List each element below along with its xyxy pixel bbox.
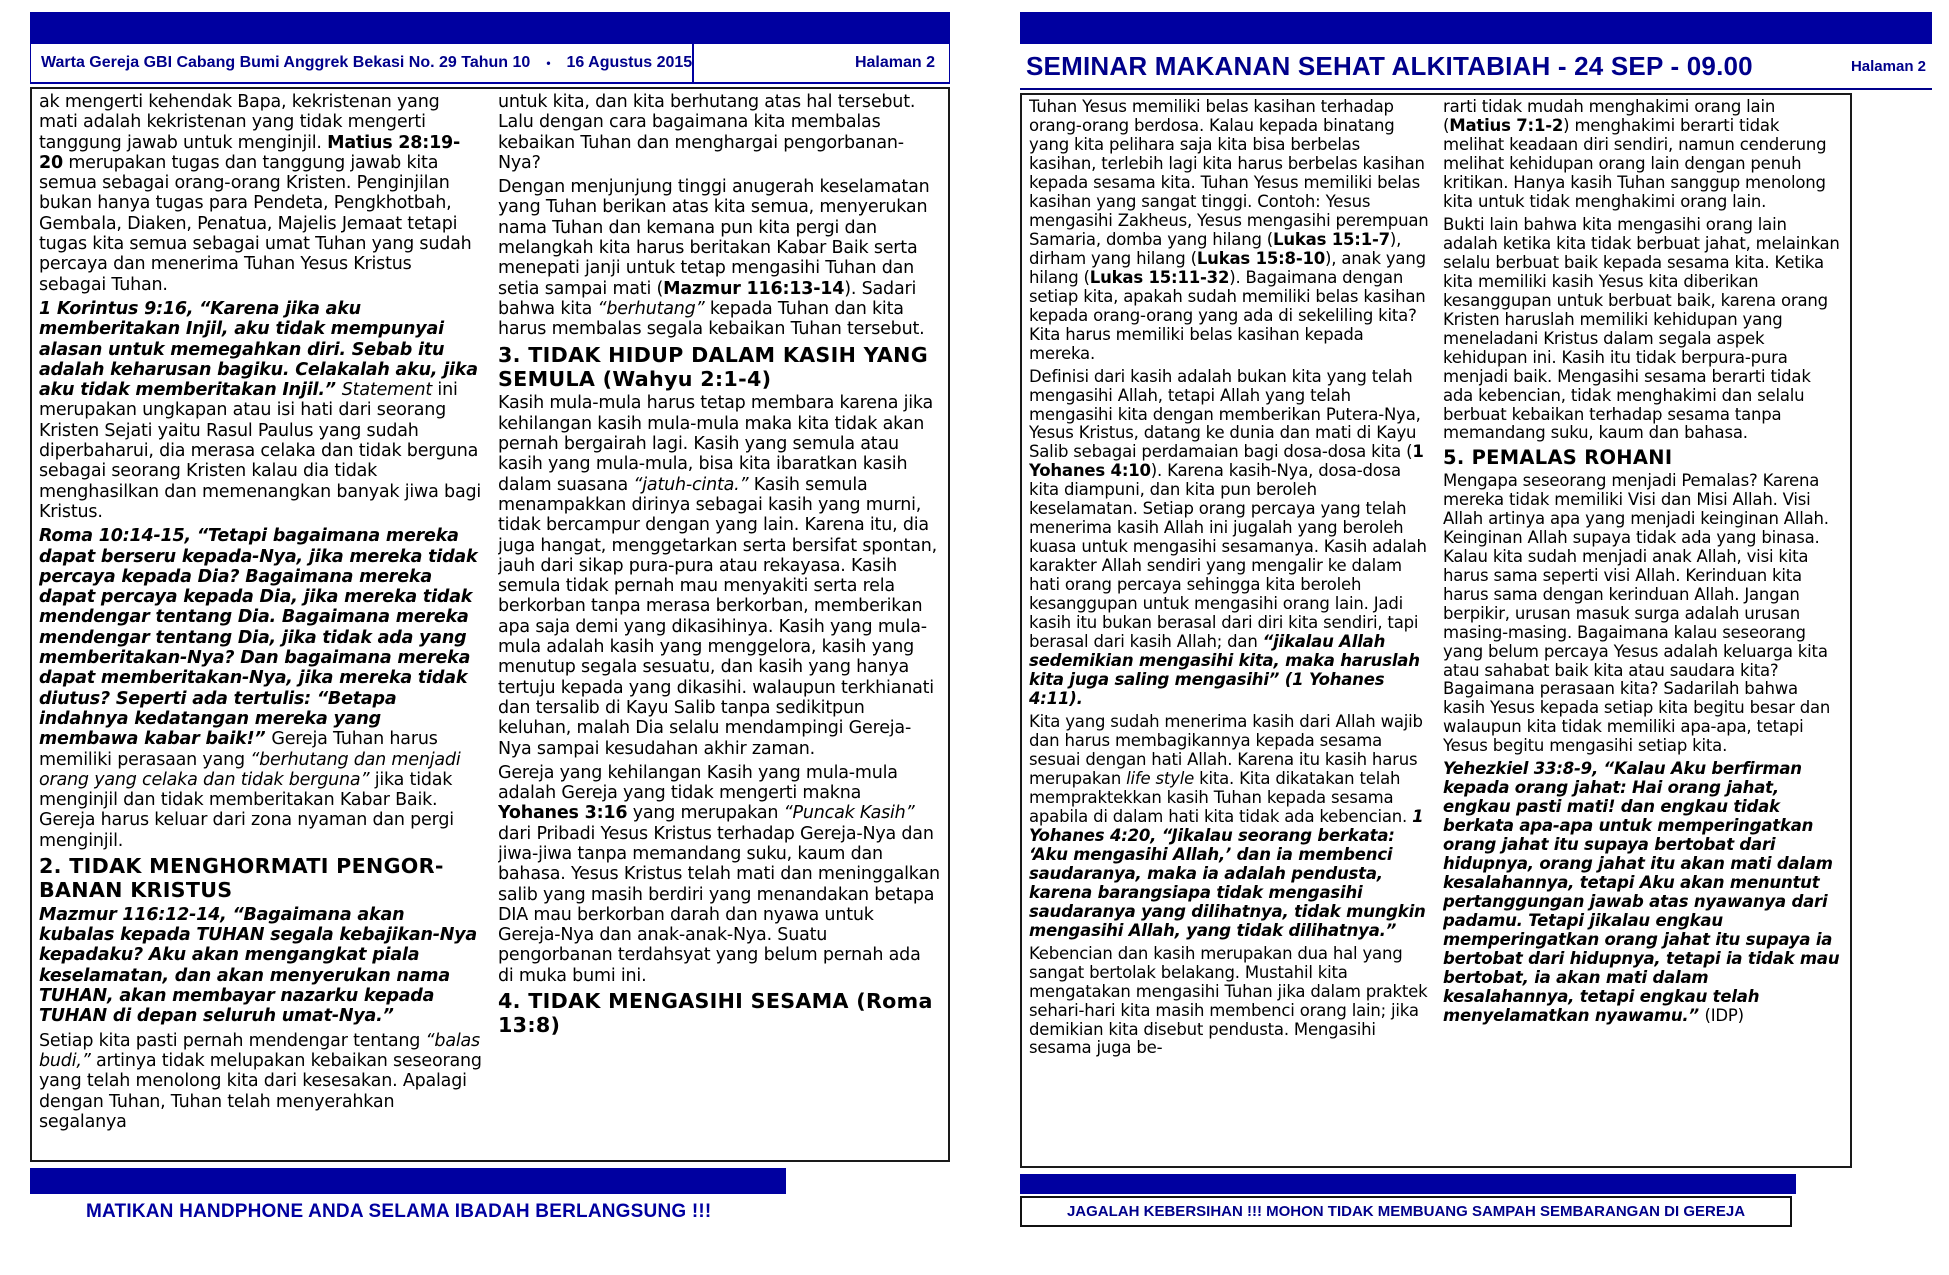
text-run: Mazmur 116:13-14 xyxy=(663,278,845,299)
text-run: kita. Kita dikatakan telah mempraktekkan kasih Tuhan kepada sesama apabila di dalam hati kita tidak ada kebencian. xyxy=(1029,768,1413,826)
section-heading xyxy=(1443,447,1843,469)
text-run: ) menghakimi berarti tidak melihat keadaan diri sendiri, namun cenderung melihat kehidupan orang lain dengan penuh kritikan. Hanya kasih Tuhan sanggup menolong kita untuk tidak menghakimi orang lain. xyxy=(1443,115,1827,211)
paragraph xyxy=(39,299,482,522)
text-run: rarti tidak mudah menghakimi orang lain ( xyxy=(1443,98,1776,135)
newsletter-page-left xyxy=(30,12,950,1223)
text-run: Yohanes 3:16 xyxy=(498,803,628,824)
text-run: Statement xyxy=(341,380,433,401)
page-number-label: Halaman 2 xyxy=(1850,57,1926,75)
paragraph xyxy=(39,526,482,851)
text-run: Bukti lain bahwa kita mengasihi orang lain adalah ketika kita tidak berbuat jahat, melainkan selalu berbuat baik kepada sesama kita. Ketika kita memiliki kasih Yesus kita diberikan kesanggupan untuk berbuat baik, karena orang Kristen haruslah memiliki kehidupan yang meneladani Kristus dalam segala aspek kehidupan ini. Kasih itu tidak berpura-pura menjadi baik. Mengasihi sesama berarti tidak ada kebencian, tidak menghakimi dan selalu berbuat kebaikan terhadap sesama tanpa memandang suku, kaum dan bahasa. xyxy=(1443,214,1840,443)
text-run: Dengan menjunjung tinggi anugerah keselamatan yang Tuhan berikan atas kita semua, menyerukan nama Tuhan dan kemana pun kita pergi dan melangkah kita harus beritakan Kabar Baik serta menepati janji untuk tetap mengasihi Tuhan dan setia sampai mati ( xyxy=(498,177,930,299)
text-run: “Puncak Kasih” xyxy=(783,803,915,824)
page-number-label: Halaman 2 xyxy=(692,44,949,82)
text-run: 3. TIDAK HIDUP DALAM KASIH YANG SEMULA (Wahyu 2:1-4) xyxy=(498,342,928,391)
section-heading xyxy=(498,990,941,1038)
paragraph xyxy=(1443,760,1843,1026)
text-run: Gereja Tuhan harus memiliki perasaan yang xyxy=(39,729,438,770)
section-heading xyxy=(39,855,482,903)
text-run: Tuhan Yesus memiliki belas kasihan terhadap orang-orang berdosa. Kalau kepada binatang yang kita pelihara saja kita bisa berbelas kasihan, terlebih lagi kita harus berbelas kasihan kepada sesama kita. Tuhan Yesus memiliki belas kasihan yang sangat tinggi. Contoh: Yesus mengasihi Zakheus, Yesus mengasihi perempuan Samaria, domba yang hilang ( xyxy=(1029,98,1429,249)
top-accent-bar xyxy=(30,12,950,44)
text-run: 5. PEMALAS ROHANI xyxy=(1443,446,1673,470)
seminar-banner-title: SEMINAR MAKANAN SEHAT ALKITABIAH - 24 SEP - 09.00 xyxy=(1026,50,1753,81)
text-run: Mazmur 116:12-14, “Bagaimana akan kubalas kepada TUHAN segala kebajikan-Nya kepadaku? Aku akan mengangkat piala keselamatan, dan akan menyerukan nama TUHAN, akan membayar nazarku kepada TUHAN di depan seluruh umat-Nya.” xyxy=(39,904,478,1027)
text-run: life style xyxy=(1126,768,1195,788)
paragraph xyxy=(1443,216,1843,444)
paragraph xyxy=(498,177,941,339)
paragraph xyxy=(1029,945,1429,1059)
text-run: 1 Yohanes 4:20, “Jikalau seorang berkata: ‘Aku mengasihi Allah,’ dan ia membenci saudaranya, maka ia adalah pendusta, karena barangsiapa tidak mengasihi saudaranya yang dilihatnya, tidak mungkin mengasihi Allah, yang tidak dilihatnya.” xyxy=(1029,806,1426,940)
text-run: 2. TIDAK MENGHORMATI PENGOR-BANAN KRISTUS xyxy=(39,853,444,902)
masthead-title: Warta Gereja GBI Cabang Bumi Anggrek Bekasi No. 29 Tahun 10 xyxy=(41,54,531,71)
article-body-right xyxy=(1020,93,1852,1168)
text-run: artinya tidak melupakan kebaikan seseorang yang telah menolong kita dari kesesakan. Apalagi dengan Tuhan, Tuhan telah menyerahkan segalanya xyxy=(39,1050,482,1132)
paragraph xyxy=(1029,713,1429,941)
text-run: (IDP) xyxy=(1704,1005,1744,1025)
text-run: Lukas 15:11-32 xyxy=(1089,267,1230,287)
text-column-3 xyxy=(1029,98,1429,1163)
text-run: merupakan tugas dan tanggung jawab kita semua sebagai orang-orang Kristen. Penginjilan bukan hanya tugas para Pendeta, Pengkhotbah, Gembala, Diaken, Penatua, Majelis Jemaat tetapi tugas kita semua sebagai umat Tuhan yang sudah percaya dan menerima Tuhan Yesus Kristus sebagai Tuhan. xyxy=(39,152,472,295)
text-run: Mengapa seseorang menjadi Pemalas? Karena mereka tidak memiliki Visi dan Misi Allah. Visi Allah artinya apa yang menjadi keinginan Allah. Keinginan Allah supaya tidak ada yang binasa. Kalau kita sudah menjadi anak Allah, visi kita harus sama seperti visi Allah. Kerinduan kita harus sama dengan kerinduan Allah. Jangan berpikir, urusan masuk surga adalah urusan masing-masing. Bagaimana kalau seseorang yang belum percaya Yesus adalah keluarga kita atau sahabat baik kita atau saudara kita? Bagaimana perasaan kita? Sadarilah bahwa kasih Yesus kepada setiap kita begitu besar dan walaupun kita tidak memiliki apa-apa, tetapi Yesus begitu mengasihi setiap kita. xyxy=(1443,470,1831,756)
text-run: 1 Korintus 9:16, “Karena jika aku memberitakan Injil, aku tidak mempunyai alasan untuk memegahkan diri. Sebab itu adalah keharusan bagiku. Celakalah aku, jika aku tidak memberitakan Injil.” xyxy=(39,298,478,401)
page-header-left xyxy=(30,44,950,84)
text-column-1 xyxy=(39,92,482,1157)
text-run: ), anak yang hilang ( xyxy=(1029,248,1426,287)
text-run: Kita yang sudah menerima kasih dari Allah wajib dan harus membagikannya kepada sesama sesuai dengan hati Allah. Karena itu kasih harus merupakan xyxy=(1029,712,1423,788)
paragraph xyxy=(39,1031,482,1132)
footer-accent-bar xyxy=(30,1168,786,1194)
text-column-4 xyxy=(1443,98,1843,1163)
text-run: “jikalau Allah sedemikian mengasihi kita, maka haruslah kita juga saling mengasihi” (1 Yohanes 4:11). xyxy=(1029,632,1420,709)
text-run: kepada Tuhan dan kita harus membalas segala kebaikan Tuhan tersebut. xyxy=(498,298,925,340)
paragraph xyxy=(498,393,941,758)
text-run: Matius 7:1-2 xyxy=(1449,115,1564,135)
section-heading xyxy=(498,344,941,392)
text-run: jika tidak menginjil dan tidak memberitakan Kabar Baik. Gereja harus keluar dari zona nyaman dan pergi menginjil. xyxy=(39,769,454,851)
paragraph xyxy=(498,763,941,986)
text-run: “balas budi,” xyxy=(39,1030,480,1071)
text-run: Matius 28:19-20 xyxy=(39,132,461,173)
text-run: “jatuh-cinta.” xyxy=(633,474,749,495)
paragraph xyxy=(498,92,941,173)
text-run: Kasih semula menampakkan dirinya sebagai kasih yang murni, tidak bercampur dengan yang lain. Karena itu, dia juga hangat, menggetarkan serta bersifat spontan, jauh dari sikap pura-pura atau rekayasa. Kasih semula tidak pernah mau menyakiti serta rela berkorban tanpa merasa berkorban, memberikan apa saja demi yang dikasihinya. Kasih yang mula-mula adalah kasih yang menggelora, kasih yang menutup segala sesuatu, dan kasih yang hanya tertuju kepada yang dikasihi. walaupun terkhianati dan tersalib di Kayu Salib tanpa sedikitpun keluhan, malah Dia selalu mendampingi Gereja-Nya sampai kesudahan akhir zaman. xyxy=(498,474,937,759)
footer-notice: MATIKAN HANDPHONE ANDA SELAMA IBADAH BERLANGSUNG !!! xyxy=(86,1201,712,1222)
article-body-left xyxy=(30,87,950,1162)
text-run: Gereja yang kehilangan Kasih yang mula-mula adalah Gereja yang tidak mengerti makna xyxy=(498,762,898,804)
paragraph xyxy=(1029,368,1429,709)
text-run: ). Karena kasih-Nya, dosa-dosa kita diampuni, dan kita pun beroleh keselamatan. Setiap orang percaya yang telah menerima kasih Allah ini jugalah yang beroleh kuasa untuk mengasihi sesamanya. Kasih adalah karakter Allah sendiri yang mengalir ke dalam hati orang percaya sehingga kita beroleh kesanggupan untuk mengasihi orang lain. Jadi kasih itu bukan berasal dari diri kita sendiri, tapi berasal dari kasih Allah; dan xyxy=(1029,461,1427,652)
text-run: ak mengerti kehendak Bapa, kekristenan yang mati adalah kekristenan yang tidak mengerti tanggung jawab untuk menginjil. xyxy=(39,92,440,153)
text-run: ini merupakan ungkapan atau isi hati dari seorang Kristen Sejati yaitu Rasul Paulus yang sudah diperbaharui, dia merasa celaka dan tidak berguna sebagai seorang Kristen kalau dia tidak menghasilkan dan memenangkan banyak jiwa bagi Kristus. xyxy=(39,380,482,522)
text-run: untuk kita, dan kita berhutang atas hal tersebut. Lalu dengan cara bagaimana kita membalas kebaikan Tuhan dan menghargai pengorbanan-Nya? xyxy=(498,92,916,173)
text-run: Roma 10:14-15, “Tetapi bagaimana mereka dapat berseru kepada-Nya, jika mereka tidak percaya kepada Dia? Bagaimana mereka dapat percaya kepada Dia, jika mereka tidak mendengar tentang Dia. Bagaimana mereka mendengar tentang Dia, jika tidak ada yang memberitakan-Nya? Dan bagaimana mereka dapat memberitakan-Nya, jika mereka tidak diutus? Seperti ada tertulis: “Betapa indahnya kedatangan mereka yang membawa kabar baik!” xyxy=(39,526,478,750)
text-run: ). Sadari bahwa kita xyxy=(498,278,917,319)
paragraph xyxy=(39,92,482,295)
text-run: “berhutang” xyxy=(597,298,705,319)
text-run: Lukas 15:8-10 xyxy=(1196,248,1326,268)
text-column-2 xyxy=(498,92,941,1157)
text-run: Lukas 15:1-7 xyxy=(1273,229,1390,249)
paragraph xyxy=(39,905,482,1027)
footer-accent-bar xyxy=(1020,1174,1796,1194)
paragraph xyxy=(1443,98,1843,212)
masthead-date: 16 Agustus 2015 xyxy=(566,54,693,71)
text-run: Kebencian dan kasih merupakan dua hal yang sangat bertolak belakang. Mustahil kita mengatakan mengasihi Tuhan jika dalam praktek sehari-hari kita masih membenci orang lain; jika demikian kita disebut pendusta. Mengasihi sesama juga be- xyxy=(1029,943,1428,1058)
text-run: Definisi dari kasih adalah bukan kita yang telah mengasihi Allah, tetapi Allah yang telah mengasihi kita dengan memberikan Putera-Nya, Yesus Kristus, datang ke dunia dan mati di Kayu Salib sebagai perdamaian bagi dosa-dosa kita ( xyxy=(1029,366,1421,462)
text-run: Setiap kita pasti pernah mendengar tentang xyxy=(39,1030,426,1051)
text-run: ), dirham yang hilang ( xyxy=(1029,229,1402,268)
bullet-separator: • xyxy=(546,56,551,70)
newsletter-page-right xyxy=(1020,12,1932,1227)
text-run: ). Bagaimana dengan setiap kita, apakah sudah memiliki belas kasihan kepada orang-orang yang ada di sekeliling kita? Kita harus memiliki belas kasihan kepada mereka. xyxy=(1029,267,1426,363)
text-run: yang merupakan xyxy=(627,803,784,824)
page-header-right xyxy=(1020,44,1932,90)
text-run: “berhutang dan menjadi orang yang celaka dan tidak berguna” xyxy=(39,749,461,790)
text-run: 4. TIDAK MENGASIHI SESAMA (Roma 13:8) xyxy=(498,989,933,1038)
footer-notice-box: JAGALAH KEBERSIHAN !!! MOHON TIDAK MEMBUANG SAMPAH SEMBARANGAN DI GEREJA xyxy=(1020,1196,1792,1227)
top-accent-bar xyxy=(1020,12,1932,44)
paragraph xyxy=(1443,472,1843,757)
text-run: Kasih mula-mula harus tetap membara karena jika kehilangan kasih mula-mula maka kita tidak akan pernah bergairah lagi. Kasih yang semula atau kasih yang mula-mula, bisa kita ibaratkan kasih dalam suasana xyxy=(498,393,934,495)
newsletter-masthead xyxy=(31,44,692,82)
text-run: 1 Yohanes 4:10 xyxy=(1029,442,1424,481)
text-run: dari Pribadi Yesus Kristus terhadap Gereja-Nya dan jiwa-jiwa tanpa memandang suku, kaum dan bahasa. Yesus Kristus telah mati dan meninggalkan salib yang masih berdiri yang menandakan betapa DIA mau berkorban darah dan nyawa untuk Gereja-Nya dan anak-anak-Nya. Suatu pengorbanan terdahsyat yang belum pernah ada di muka bumi ini. xyxy=(498,823,940,986)
text-run: Yehezkiel 33:8-9, “Kalau Aku berfirman kepada orang jahat: Hai orang jahat, engkau pasti mati! dan engkau tidak berkata apa-apa untuk memperingatkan orang jahat itu supaya bertobat dari hidupnya, orang jahat itu akan mati dalam kesalahannya, tetapi Aku akan menuntut pertanggungan jawab atas nyawanya dari padamu. Tetapi jikalau engkau memperingatkan orang jahat itu supaya ia bertobat dari hidupnya, tetapi ia tidak mau bertobat, ia akan mati dalam kesalahannya, tetapi engkau telah menyelamatkan nyawamu.” xyxy=(1443,759,1840,1025)
paragraph xyxy=(1029,98,1429,364)
